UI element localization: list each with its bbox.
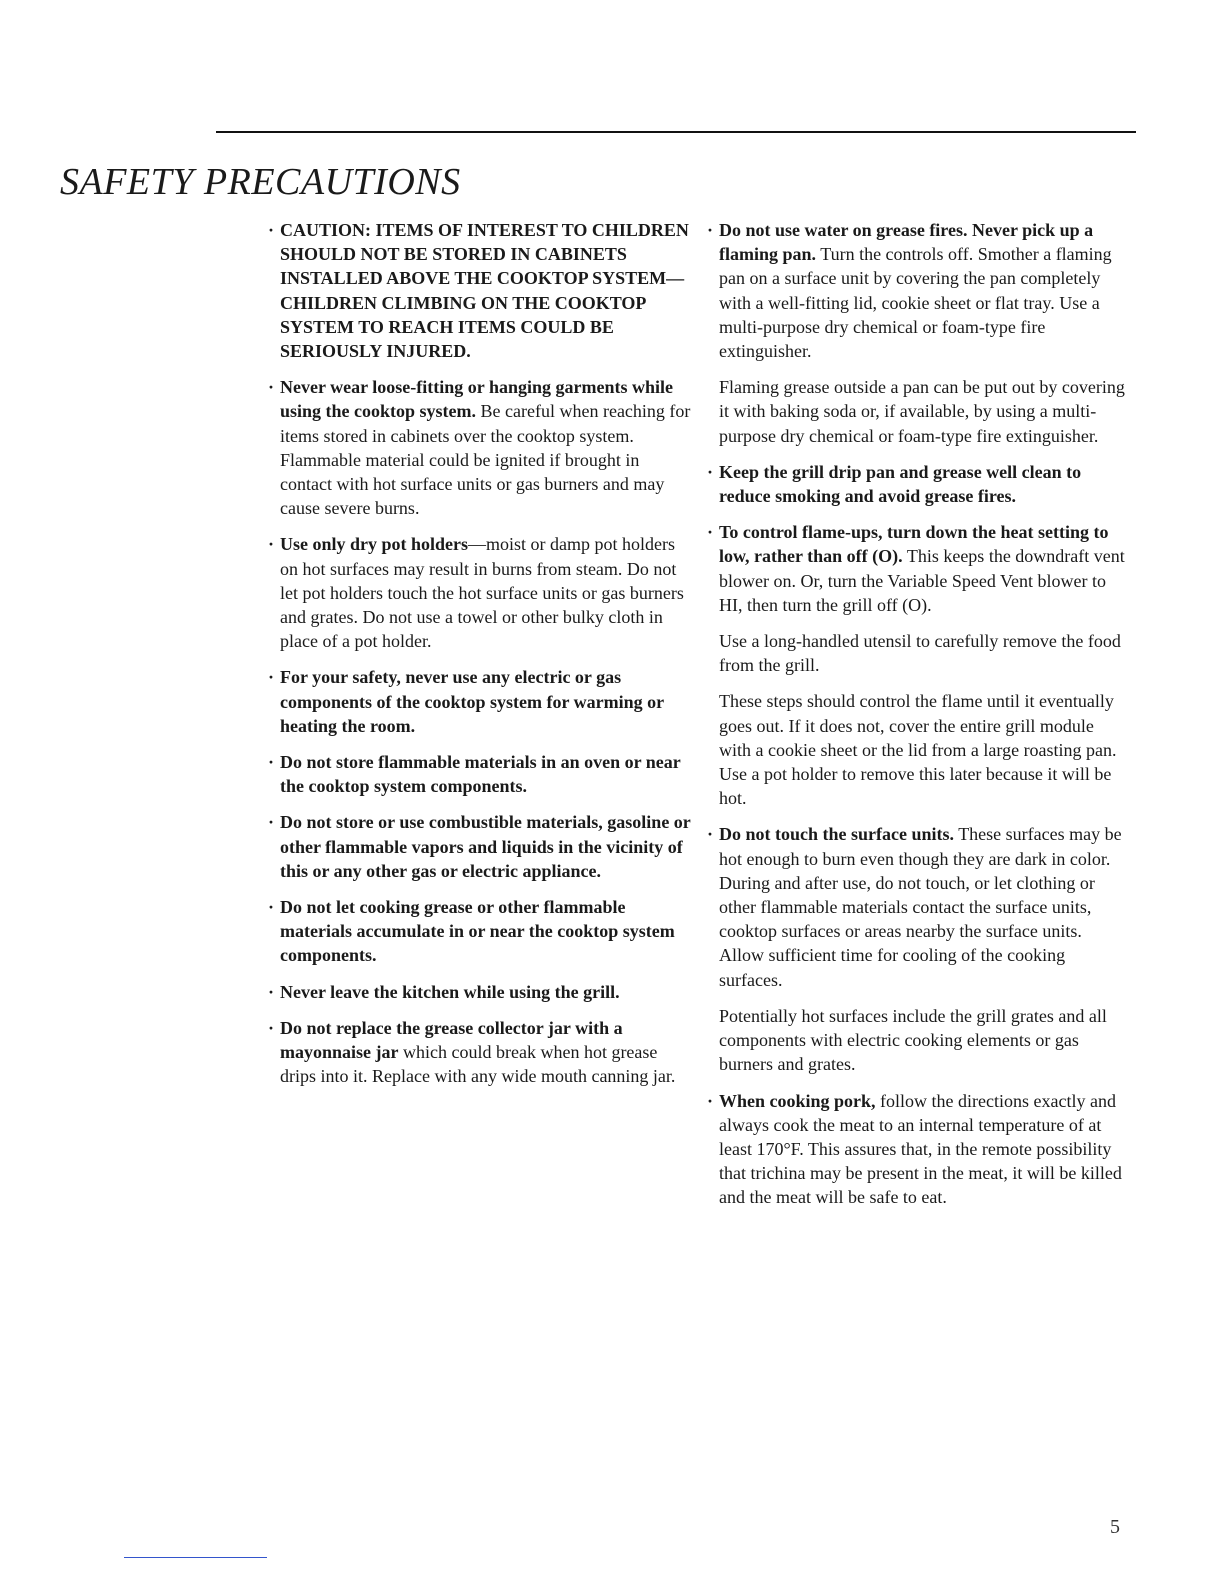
precaution-item xyxy=(707,1089,1127,1210)
precaution-item xyxy=(707,460,1127,508)
precaution-item xyxy=(268,665,692,738)
precaution-item xyxy=(268,218,692,363)
precaution-heading: CAUTION: ITEMS OF INTEREST TO CHILDREN SHOULD NOT BE STORED IN CABINETS INSTALLED ABOVE THE COOKTOP SYSTEM—CHILDREN CLIMBING ON THE COOKTOP SYSTEM TO REACH ITEMS COULD BE SERIOUSLY INJURED. xyxy=(280,220,689,362)
precaution-paragraph: These steps should control the flame until it eventually goes out. If it does not, cover the entire grill module with a cookie sheet or the lid from a large roasting pan. Use a pot holder to remove this later because it will be hot. xyxy=(719,691,1117,809)
precaution-item xyxy=(268,810,692,883)
precaution-item xyxy=(268,980,692,1004)
right-column xyxy=(707,218,1127,1222)
precaution-item xyxy=(707,218,1127,363)
precaution-heading: Do not use water on grease fires. Never pick up a flaming pan. xyxy=(719,220,1094,265)
precaution-paragraph: Potentially hot surfaces include the grill grates and all components with electric cooking elements or gas burners and grates. xyxy=(719,1005,1107,1075)
precaution-text: These surfaces may be hot enough to burn even though they are dark in color. During and after use, do not touch, or let clothing or other flammable materials contact the surface units, cooktop surfaces or areas nearby the surface units. Allow sufficient time for cooling of the cooking surfaces. xyxy=(719,824,1122,990)
header-rule xyxy=(216,131,1136,133)
precaution-heading: Do not replace the grease collector jar with a mayonnaise jar xyxy=(280,1017,623,1063)
precaution-heading: Use only dry pot holders xyxy=(280,534,469,555)
precaution-heading: Do not touch the surface units. xyxy=(719,824,955,845)
page-title: SAFETY PRECAUTIONS xyxy=(60,161,461,203)
precaution-heading: For your safety, never use any electric or gas components of the cooktop system for warming or heating the room. xyxy=(280,667,664,736)
precaution-heading: Do not let cooking grease or other flammable materials accumulate in or near the cooktop system components. xyxy=(280,897,675,966)
precaution-heading: To control flame-ups, turn down the heat setting to low, rather than off (O). xyxy=(719,522,1109,567)
page-number: 5 xyxy=(1110,1516,1120,1538)
precaution-item xyxy=(707,822,1127,991)
precaution-item xyxy=(268,895,692,968)
precaution-paragraph: Flaming grease outside a pan can be put out by covering it with baking soda or, if available, by using a multi-purpose dry chemical or foam-type fire extinguisher. xyxy=(719,377,1125,446)
precaution-heading: Never wear loose-fitting or hanging garments while using the cooktop system. xyxy=(280,377,673,422)
precaution-heading: Do not store or use combustible materials, gasoline or other flammable vapors and liquids in the vicinity of this or any other gas or electric appliance. xyxy=(280,812,691,881)
left-column xyxy=(268,218,692,1101)
precaution-paragraph: Use a long-handled utensil to carefully remove the food from the grill. xyxy=(719,631,1121,676)
precaution-heading: Never leave the kitchen while using the grill. xyxy=(280,981,620,1002)
precaution-item xyxy=(268,750,692,798)
precaution-text: —moist or damp pot holders on hot surfaces may result in burns from steam. Do not let pot holders touch the hot surface units or gas burners and grates. Do not use a towel or other bulky cloth in place of a pot holder. xyxy=(280,534,684,652)
precaution-heading: When cooking pork, xyxy=(719,1090,876,1111)
precaution-heading: Do not store flammable materials in an oven or near the cooktop system components. xyxy=(280,752,681,797)
precaution-text: Be careful when reaching for items stored in cabinets over the cooktop system. Flammable material could be ignited if brought in contact with hot surface units or gas burners and may cause severe burns. xyxy=(280,401,691,519)
precaution-text: Turn the controls off. Smother a flaming pan on a surface unit by covering the pan completely with a well-fitting lid, cookie sheet or flat tray. Use a multi-purpose dry chemical or foam-type fire extinguisher. xyxy=(719,244,1112,362)
precaution-text: which could break when hot grease drips into it. Replace with any wide mouth canning jar. xyxy=(280,1042,676,1087)
precaution-item xyxy=(268,1016,692,1089)
precaution-text: This keeps the downdraft vent blower on. Or, turn the Variable Speed Vent blower to HI, then turn the grill off (O). xyxy=(719,546,1125,615)
precaution-item xyxy=(268,532,692,653)
precaution-item xyxy=(268,375,692,520)
precaution-text: follow the directions exactly and always cook the meat to an internal temperature of at least 170°F. This assures that, in the remote possibility that trichina may be present in the meat, it will be killed and the meat will be safe to eat. xyxy=(719,1090,1122,1208)
precaution-item xyxy=(707,520,1127,617)
precaution-heading: Keep the grill drip pan and grease well clean to reduce smoking and avoid grease fires. xyxy=(719,461,1082,507)
footer-mark xyxy=(124,1557,267,1558)
